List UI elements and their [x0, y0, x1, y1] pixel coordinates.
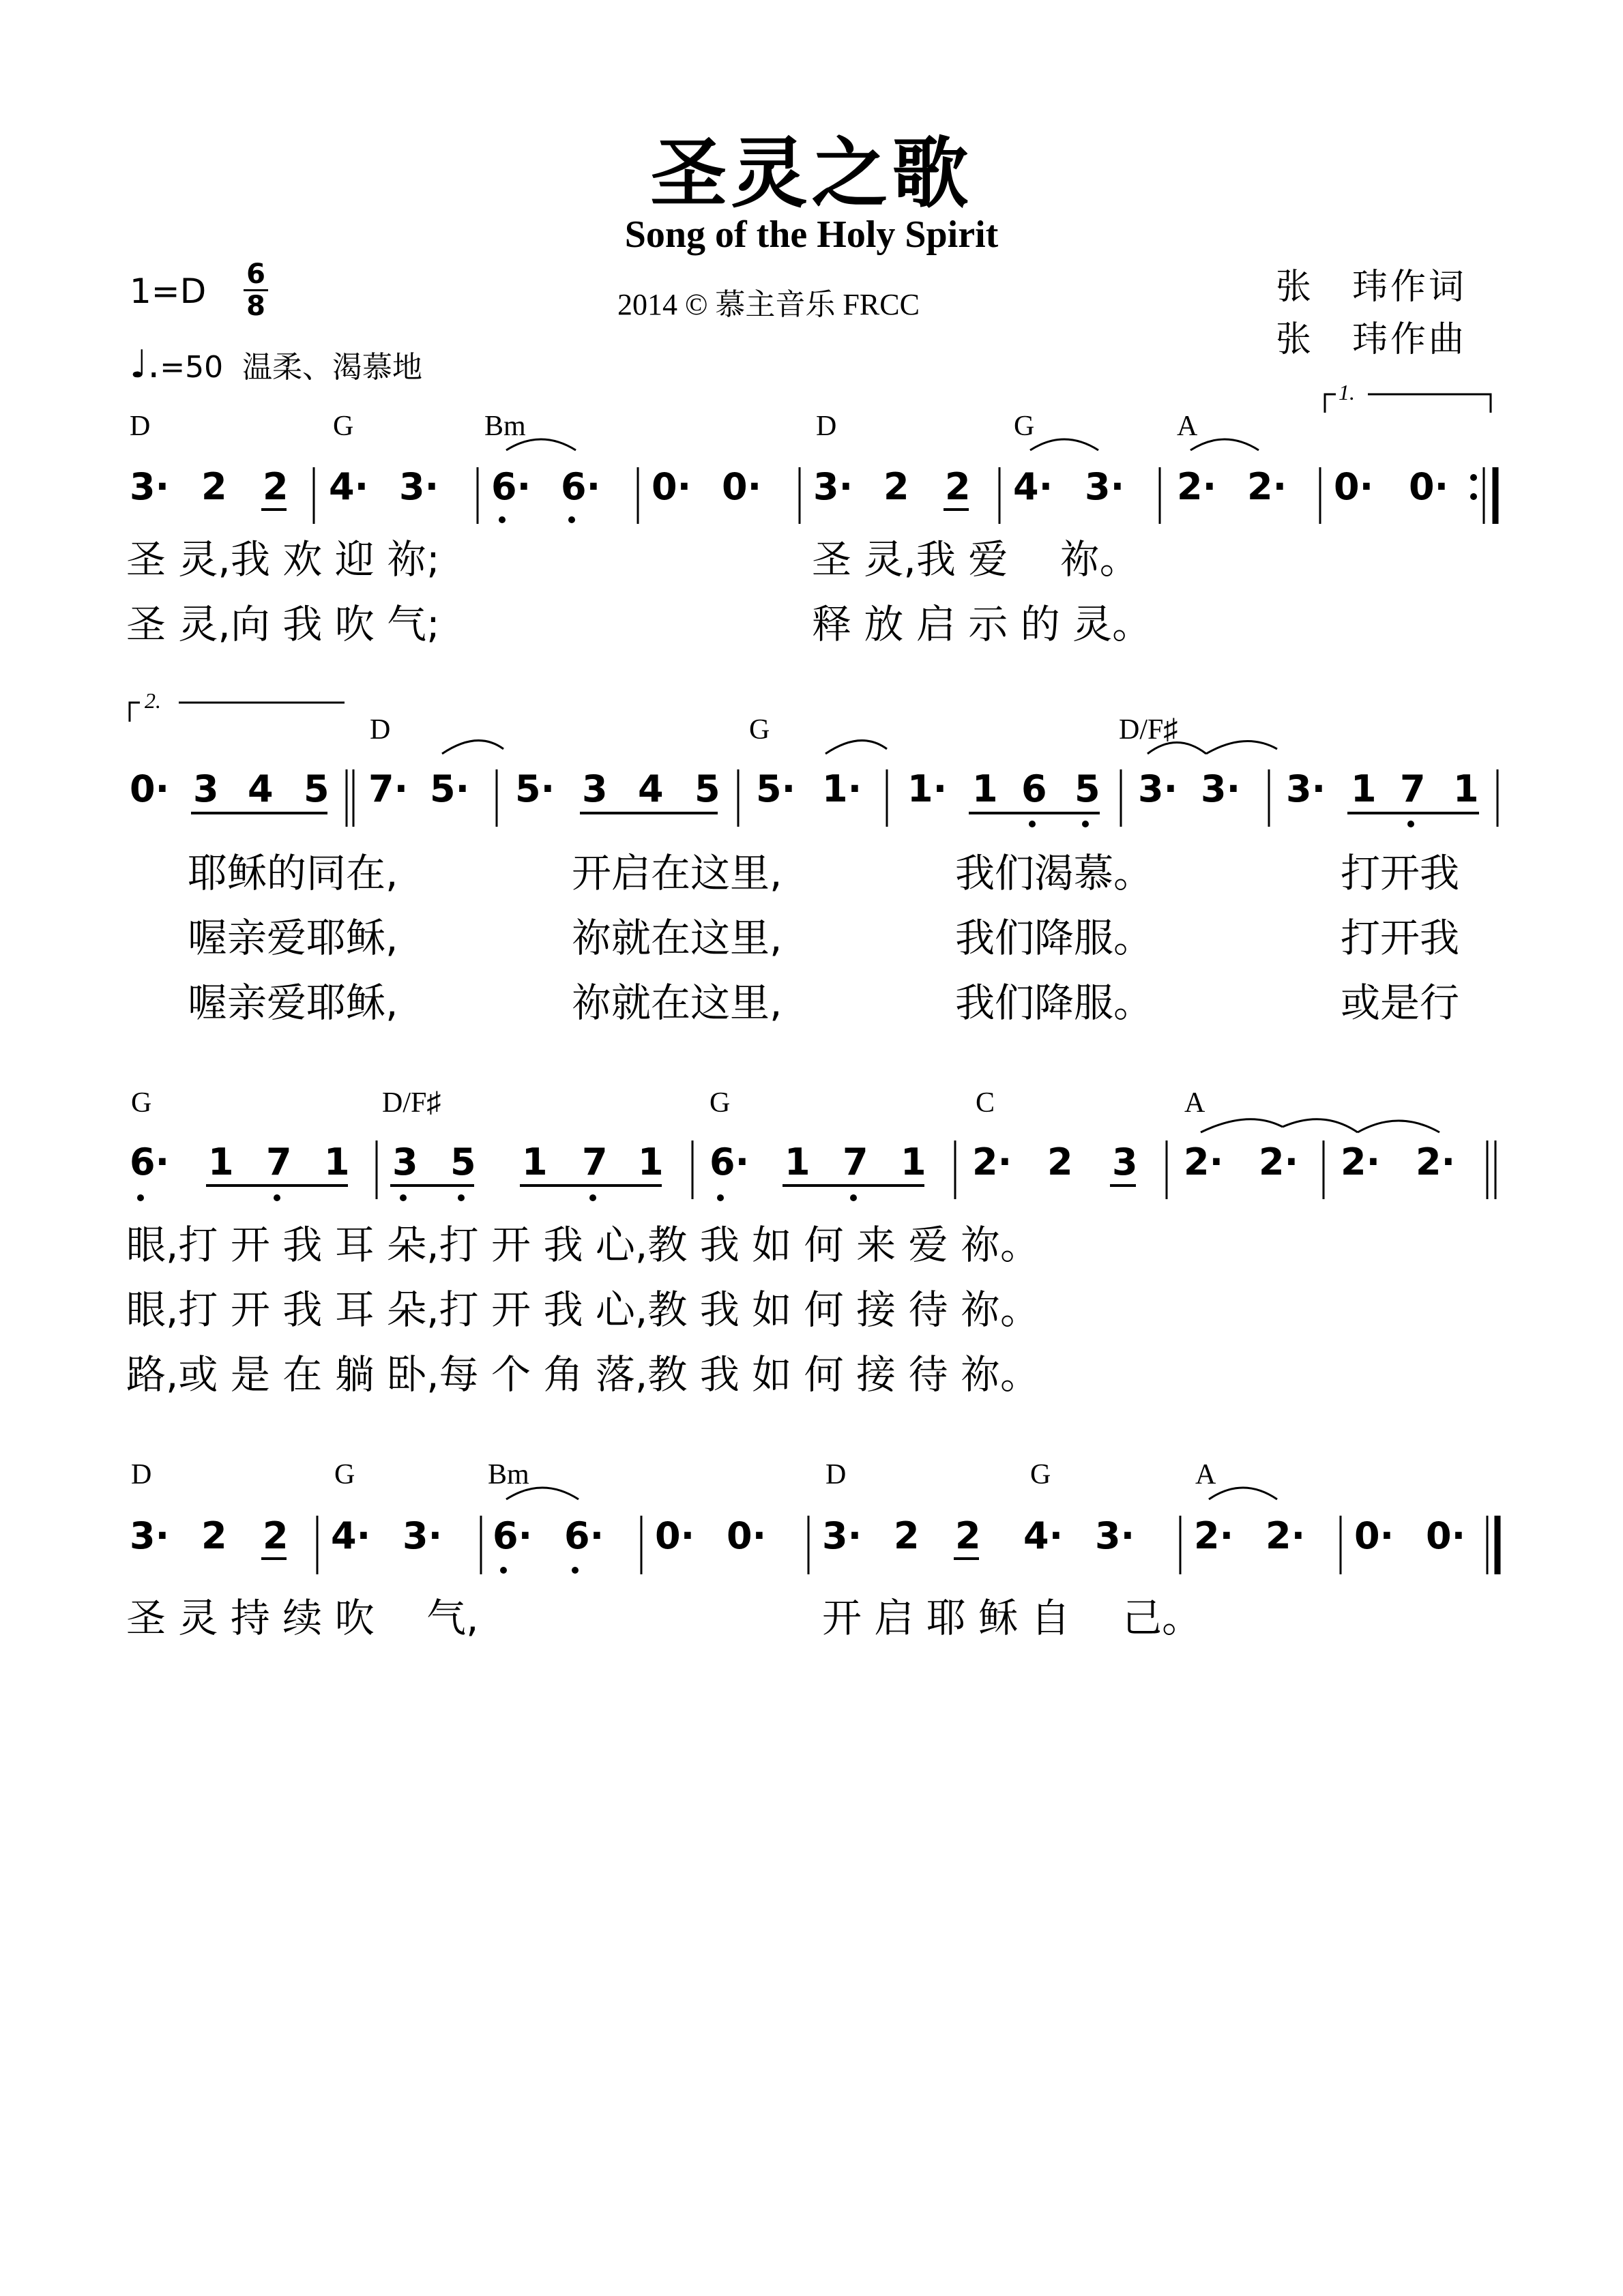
lyric-phrase: 祢就在这里,	[572, 980, 783, 1026]
note: 2·	[1177, 465, 1217, 508]
chord-symbol: D	[130, 411, 151, 442]
system-4	[126, 1459, 1497, 1641]
note: 2	[1047, 1140, 1073, 1183]
note: 3	[1112, 1140, 1138, 1183]
note: 5	[450, 1140, 476, 1183]
lyricist-credit: 张 玮作词	[1276, 267, 1467, 308]
note: 4·	[1013, 465, 1053, 508]
note: 2·	[1247, 465, 1287, 508]
slur	[1030, 439, 1098, 450]
note: 2	[945, 465, 971, 508]
lyric-line: 圣 灵,我 爱 祢。	[812, 536, 1139, 583]
note: 3	[193, 767, 219, 810]
octave-dot	[568, 516, 575, 523]
note: 3·	[822, 1514, 862, 1557]
key-signature: 1=D	[130, 271, 207, 311]
note: 1	[522, 1140, 548, 1183]
lyric-phrase: 喔亲爱耶稣,	[188, 980, 398, 1026]
note: 3·	[403, 1514, 443, 1557]
note: 0·	[1426, 1514, 1466, 1557]
chord-symbol: Bm	[488, 1459, 529, 1490]
time-signature-top: 6	[246, 259, 265, 290]
note: 3·	[399, 465, 439, 508]
octave-dot	[1407, 821, 1414, 827]
note: 3·	[130, 465, 170, 508]
note: 2·	[1194, 1514, 1234, 1557]
lyric-phrase: 或是行	[1341, 980, 1460, 1026]
octave-dot	[589, 1194, 596, 1201]
lyric-phrase: 打开我	[1341, 850, 1460, 896]
note: 6·	[491, 465, 531, 508]
song-subtitle: Song of the Holy Spirit	[624, 214, 999, 256]
lyric-phrase: 喔亲爱耶稣,	[188, 915, 398, 961]
song-title: 圣灵之歌	[650, 130, 973, 218]
copyright: 2014 © 慕主音乐 FRCC	[617, 288, 920, 321]
chord-symbol: D/F♯	[382, 1087, 441, 1119]
chord-symbol: G	[749, 714, 770, 746]
note: 0·	[1409, 465, 1449, 508]
note: 1	[324, 1140, 350, 1183]
slur	[825, 741, 887, 754]
time-signature-bottom: 8	[246, 291, 265, 322]
octave-dot	[274, 1194, 280, 1201]
note: 3	[582, 767, 608, 810]
volta-1-label: 1.	[1339, 380, 1355, 404]
chord-symbol: D	[825, 1459, 847, 1490]
note: 3·	[1138, 767, 1178, 810]
lyric-phrase: 我们渴慕。	[955, 850, 1154, 896]
note: 6·	[710, 1140, 750, 1183]
slur	[1201, 1119, 1283, 1132]
chord-symbol: G	[131, 1087, 152, 1119]
note: 7·	[368, 767, 409, 810]
note: 2	[201, 1514, 227, 1557]
octave-dot	[500, 1567, 507, 1574]
tempo-value: =50	[160, 350, 224, 385]
note: 0·	[1334, 465, 1374, 508]
chord-symbol: G	[333, 411, 354, 442]
repeat-dot	[1470, 474, 1477, 481]
note: 7	[843, 1140, 868, 1183]
note: 3·	[1085, 465, 1125, 508]
lyric-line: 圣 灵,向 我 吹 气;	[126, 601, 440, 647]
note: 2·	[1184, 1140, 1224, 1183]
note: 7	[1400, 767, 1426, 810]
chord-symbol: C	[976, 1087, 995, 1119]
note: 3·	[1286, 767, 1326, 810]
note: 6·	[493, 1514, 533, 1557]
note: 4	[638, 767, 664, 810]
octave-dot	[458, 1194, 465, 1201]
note: 5	[304, 767, 330, 810]
note: 5·	[430, 767, 470, 810]
note: 4·	[329, 465, 369, 508]
note: 2	[263, 1514, 289, 1557]
volta-2-bracket	[130, 703, 140, 722]
octave-dot	[1029, 821, 1036, 827]
note: 4·	[1023, 1514, 1064, 1557]
expression-text: 温柔、渴慕地	[242, 350, 423, 385]
chord-symbol: G	[1014, 411, 1035, 442]
system-1	[126, 380, 1495, 647]
note: 6	[1021, 767, 1047, 810]
volta-2-label: 2.	[145, 688, 161, 713]
note: 6·	[561, 465, 601, 508]
repeat-dot	[1470, 493, 1477, 500]
octave-dot	[499, 516, 506, 523]
note: 2·	[1416, 1140, 1456, 1183]
chord-symbol: D	[131, 1459, 152, 1490]
slur	[1209, 1488, 1277, 1499]
chord-symbol: A	[1184, 1087, 1205, 1119]
octave-dot	[400, 1194, 407, 1201]
slur	[1206, 741, 1277, 754]
note: 1	[1453, 767, 1479, 810]
slur	[442, 741, 503, 754]
system-2	[130, 688, 1497, 1026]
chord-symbol: D/F♯	[1119, 714, 1178, 746]
lyric-phrase: 开启在这里,	[572, 850, 783, 896]
chord-symbol: G	[334, 1459, 355, 1490]
note: 5	[694, 767, 720, 810]
note: 2	[263, 465, 289, 508]
note: 2	[883, 465, 909, 508]
octave-dot	[1082, 821, 1089, 827]
octave-dot	[850, 1194, 857, 1201]
chord-symbol: G	[710, 1087, 731, 1119]
slur	[1190, 439, 1259, 450]
note: 1	[1351, 767, 1377, 810]
note: 5	[1074, 767, 1100, 810]
note: 1·	[907, 767, 948, 810]
lyric-phrase: 耶稣的同在,	[188, 850, 398, 896]
volta-1-bracket	[1325, 394, 1336, 413]
system-3	[126, 1087, 1495, 1398]
lyric-phrase: 我们降服。	[955, 980, 1154, 1026]
note: 4	[248, 767, 274, 810]
note: 3	[392, 1140, 418, 1183]
composer-credit: 张 玮作曲	[1276, 319, 1467, 360]
octave-dot	[717, 1194, 724, 1201]
note: 3·	[1201, 767, 1241, 810]
slur	[1283, 1119, 1358, 1132]
note: 0·	[652, 465, 692, 508]
lyric-line: 圣 灵 持 续 吹 气,	[126, 1595, 479, 1641]
lyric-line: 圣 灵,我 欢 迎 祢;	[126, 536, 440, 583]
note: 7	[266, 1140, 292, 1183]
chord-symbol: A	[1195, 1459, 1216, 1490]
lyric-line: 释 放 启 示 的 灵。	[812, 601, 1152, 647]
chord-symbol: A	[1177, 411, 1198, 442]
note: 5·	[756, 767, 796, 810]
lyric-line: 眼,打 开 我 耳 朵,打 开 我 心,教 我 如 何 来 爱 祢。	[126, 1222, 1040, 1268]
lyric-phrase: 我们降服。	[955, 915, 1154, 961]
note: 1	[785, 1140, 810, 1183]
note: 7	[582, 1140, 608, 1183]
note: 0·	[722, 465, 762, 508]
note: 1·	[822, 767, 862, 810]
note: 2·	[972, 1140, 1012, 1183]
note: 1	[972, 767, 998, 810]
chord-symbol: Bm	[484, 411, 526, 442]
note: 2	[894, 1514, 920, 1557]
note: 0·	[1354, 1514, 1394, 1557]
note: 3·	[813, 465, 853, 508]
note: 1	[208, 1140, 234, 1183]
chord-symbol: D	[370, 714, 391, 746]
note: 1	[901, 1140, 926, 1183]
note: 2·	[1259, 1140, 1299, 1183]
lyric-phrase: 祢就在这里,	[572, 915, 783, 961]
note: 0·	[655, 1514, 695, 1557]
octave-dot	[137, 1194, 144, 1201]
octave-dot	[572, 1567, 579, 1574]
note: 5·	[515, 767, 555, 810]
note: 3·	[130, 1514, 170, 1557]
note: 2·	[1341, 1140, 1381, 1183]
chord-symbol: G	[1030, 1459, 1051, 1490]
note: 4·	[331, 1514, 371, 1557]
chord-symbol: D	[816, 411, 837, 442]
note: 6·	[130, 1140, 170, 1183]
note: 2·	[1266, 1514, 1306, 1557]
note: 2	[201, 465, 227, 508]
lyric-line: 眼,打 开 我 耳 朵,打 开 我 心,教 我 如 何 接 待 祢。	[126, 1286, 1040, 1333]
note: 6·	[564, 1514, 604, 1557]
volta-1-line	[1368, 394, 1491, 413]
dotted-quarter-note-icon: ♩.	[130, 342, 160, 387]
note: 0·	[727, 1514, 767, 1557]
lyric-line: 开 启 耶 稣 自 己。	[822, 1595, 1202, 1641]
note: 1	[638, 1140, 664, 1183]
lyric-phrase: 打开我	[1341, 915, 1460, 961]
note: 0·	[130, 767, 170, 810]
slur	[1358, 1121, 1439, 1132]
note: 2	[955, 1514, 981, 1557]
note: 3·	[1095, 1514, 1135, 1557]
lyric-line: 路,或 是 在 躺 卧,每 个 角 落,教 我 如 何 接 待 祢。	[126, 1351, 1040, 1398]
